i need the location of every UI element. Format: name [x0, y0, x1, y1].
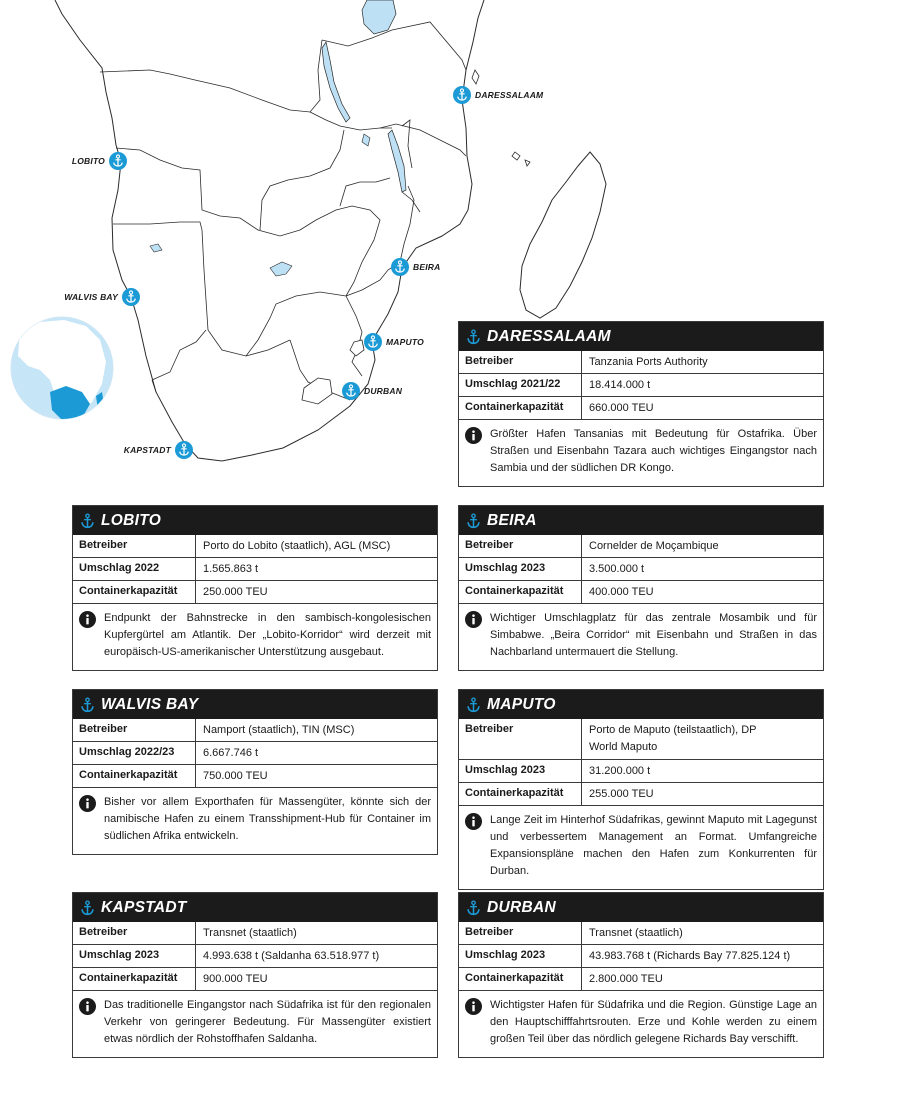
card-title: BEIRA	[487, 511, 537, 529]
card-header	[459, 506, 823, 535]
card-header	[459, 690, 823, 719]
lesotho-outline	[302, 378, 332, 404]
info-icon	[465, 427, 482, 444]
row-value: 43.983.768 t (Richards Bay 77.825.124 t)	[589, 950, 791, 962]
row-label: Betreiber	[73, 535, 196, 557]
row-label: Umschlag 2023	[459, 760, 582, 782]
table-row	[73, 765, 437, 788]
row-value: 400.000 TEU	[589, 586, 654, 598]
port-label-kapstadt: KAPSTADT	[123, 445, 171, 455]
port-marker-kapstadt[interactable]	[124, 441, 193, 459]
card-note	[73, 604, 437, 670]
port-label-maputo: MAPUTO	[386, 337, 424, 347]
port-marker-maputo[interactable]	[364, 333, 424, 351]
table-row	[459, 922, 823, 945]
table-row	[459, 535, 823, 558]
row-label: Betreiber	[459, 719, 582, 759]
card-title: LOBITO	[101, 511, 162, 529]
table-row	[73, 945, 437, 968]
port-card-durban	[458, 892, 824, 1058]
note-text: Endpunkt der Bahnstrecke in den sambisch-kongolesischen Kupfergürtel am Atlantik. Der „Lobito-Korridor“ wird derzeit mit europäisch-US-amerikanischer Unterstützung ausgebaut.	[104, 612, 431, 658]
comoros-outline	[512, 152, 530, 166]
card-note	[73, 788, 437, 854]
info-icon	[79, 795, 96, 812]
card-header	[73, 893, 437, 922]
table-row	[459, 760, 823, 783]
table-row	[73, 581, 437, 604]
row-value: Transnet (staatlich)	[589, 927, 683, 939]
port-marker-lobito[interactable]	[72, 152, 127, 170]
port-label-walvis: WALVIS BAY	[64, 292, 118, 302]
card-title: KAPSTADT	[101, 898, 187, 916]
row-label: Betreiber	[73, 719, 196, 741]
port-card-kapstadt	[72, 892, 438, 1058]
card-note	[459, 604, 823, 670]
card-note	[459, 420, 823, 486]
card-title: MAPUTO	[487, 695, 556, 713]
table-row	[459, 351, 823, 374]
port-marker-beira[interactable]	[391, 258, 440, 276]
row-label: Betreiber	[73, 922, 196, 944]
row-value: 2.800.000 TEU	[589, 973, 663, 985]
row-value: Porto de Maputo (teilstaatlich), DP World Maputo	[589, 724, 757, 753]
row-value: 18.414.000 t	[589, 379, 651, 391]
info-icon	[465, 998, 482, 1015]
row-label: Containerkapazität	[73, 968, 196, 990]
table-row	[459, 374, 823, 397]
row-value: 1.565.863 t	[203, 563, 259, 575]
table-row	[459, 783, 823, 806]
row-value: Tanzania Ports Authority	[589, 356, 708, 368]
anchor-icon	[465, 512, 482, 529]
table-row	[459, 397, 823, 420]
card-header	[73, 690, 437, 719]
row-value: Transnet (staatlich)	[203, 927, 297, 939]
globe-icon	[8, 316, 113, 422]
table-row	[459, 719, 823, 760]
card-title: WALVIS BAY	[101, 695, 199, 713]
note-text: Das traditionelle Eingangstor nach Südafrika ist für den regionalen Verkehr von geringerer Bedeutung. Für Massengüter existiert etwas nördlich der Rohstoffhafen Saldanha.	[104, 999, 431, 1045]
row-value: Cornelder de Moçambique	[589, 540, 719, 552]
info-icon	[465, 813, 482, 830]
row-label: Umschlag 2022	[73, 558, 196, 580]
row-label: Betreiber	[459, 535, 582, 557]
note-text: Wichtiger Umschlagplatz für das zentrale Mosambik und für Simbabwe. „Beira Corridor“ mit Eisenbahn und Straßen in das Nachbarland untermauert die Stellung.	[490, 612, 817, 658]
lake-malawi	[388, 130, 406, 192]
port-marker-walvis[interactable]	[64, 288, 140, 306]
note-text: Größter Hafen Tansanias mit Bedeutung für Ostafrika. Über Straßen und Eisenbahn Tazara auch wichtiges Eingangstor nach Sambia und der südlichen DR Kongo.	[490, 428, 817, 474]
row-label: Umschlag 2023	[459, 945, 582, 967]
card-header	[459, 322, 823, 351]
madagascar-outline	[520, 152, 606, 318]
info-icon	[79, 611, 96, 628]
port-card-maputo	[458, 689, 824, 890]
table-row	[459, 558, 823, 581]
row-label: Containerkapazität	[73, 765, 196, 787]
row-label: Umschlag 2021/22	[459, 374, 582, 396]
table-row	[73, 968, 437, 991]
card-title: DARESSALAAM	[487, 327, 611, 345]
anchor-icon	[79, 899, 96, 916]
port-label-daressalaam: DARESSALAAM	[475, 90, 544, 100]
table-row	[459, 968, 823, 991]
mainland-coastline	[55, 0, 484, 461]
port-label-beira: BEIRA	[413, 262, 441, 272]
lake-small	[150, 244, 162, 252]
port-label-lobito: LOBITO	[71, 156, 105, 166]
port-marker-durban[interactable]	[342, 382, 403, 400]
row-label: Containerkapazität	[459, 968, 582, 990]
row-label: Containerkapazität	[459, 581, 582, 603]
table-row	[73, 742, 437, 765]
row-label: Umschlag 2022/23	[73, 742, 196, 764]
note-text: Bisher vor allem Exporthafen für Massengüter, könnte sich der namibische Hafen zu einem Transshipment-Hub für Container im südlichen Afrika entwickeln.	[104, 796, 431, 842]
table-row	[73, 535, 437, 558]
row-value: 660.000 TEU	[589, 402, 654, 414]
row-label: Umschlag 2023	[459, 558, 582, 580]
port-label-durban: DURBAN	[364, 386, 403, 396]
row-label: Betreiber	[459, 922, 582, 944]
lake-tanganyika	[322, 42, 350, 122]
zanzibar-outline	[472, 70, 479, 84]
table-row	[73, 922, 437, 945]
row-label: Betreiber	[459, 351, 582, 373]
anchor-icon	[465, 328, 482, 345]
table-row	[459, 945, 823, 968]
row-value: 3.500.000 t	[589, 563, 645, 575]
row-value: Namport (staatlich), TIN (MSC)	[203, 724, 355, 736]
port-card-daressalaam	[458, 321, 824, 487]
anchor-icon	[79, 696, 96, 713]
note-text: Lange Zeit im Hinterhof Südafrikas, gewinnt Maputo mit Lagegunst und verbessertem Management an Format. Umfangreiche Expansionspläne machen den Hafen zum Konkurrenten für Durban.	[490, 814, 817, 877]
anchor-icon	[465, 899, 482, 916]
anchor-icon	[465, 696, 482, 713]
row-value: 250.000 TEU	[203, 586, 268, 598]
info-icon	[79, 998, 96, 1015]
table-row	[73, 719, 437, 742]
port-card-beira	[458, 505, 824, 671]
card-title: DURBAN	[487, 898, 556, 916]
row-value: 255.000 TEU	[589, 788, 654, 800]
table-row	[459, 581, 823, 604]
row-value: 6.667.746 t	[203, 747, 259, 759]
port-card-walvis	[72, 689, 438, 855]
lake-kariba	[270, 262, 292, 276]
lake-victoria	[362, 0, 396, 34]
row-value: 900.000 TEU	[203, 973, 268, 985]
table-row	[73, 558, 437, 581]
port-marker-daressalaam[interactable]	[453, 86, 544, 104]
eswatini-outline	[350, 340, 364, 356]
row-value: 4.993.638 t (Saldanha 63.518.977 t)	[203, 950, 380, 962]
note-text: Wichtigster Hafen für Südafrika und die Region. Günstige Lage an den Hauptschifffahrtsrouten. Erze und Kohle werden zu einem großen Teil über das nördlich gelegene Richards Bay verschifft.	[490, 999, 817, 1045]
row-value: 31.200.000 t	[589, 765, 651, 777]
port-card-lobito	[72, 505, 438, 671]
card-note	[459, 991, 823, 1057]
anchor-icon	[79, 512, 96, 529]
card-header	[459, 893, 823, 922]
row-value: 750.000 TEU	[203, 770, 268, 782]
card-header	[73, 506, 437, 535]
row-label: Containerkapazität	[459, 397, 582, 419]
row-label: Containerkapazität	[73, 581, 196, 603]
lake-rukwa	[362, 134, 370, 146]
row-label: Containerkapazität	[459, 783, 582, 805]
info-icon	[465, 611, 482, 628]
row-value: Porto do Lobito (staatlich), AGL (MSC)	[203, 540, 391, 552]
card-note	[73, 991, 437, 1057]
card-note	[459, 806, 823, 889]
row-label: Umschlag 2023	[73, 945, 196, 967]
